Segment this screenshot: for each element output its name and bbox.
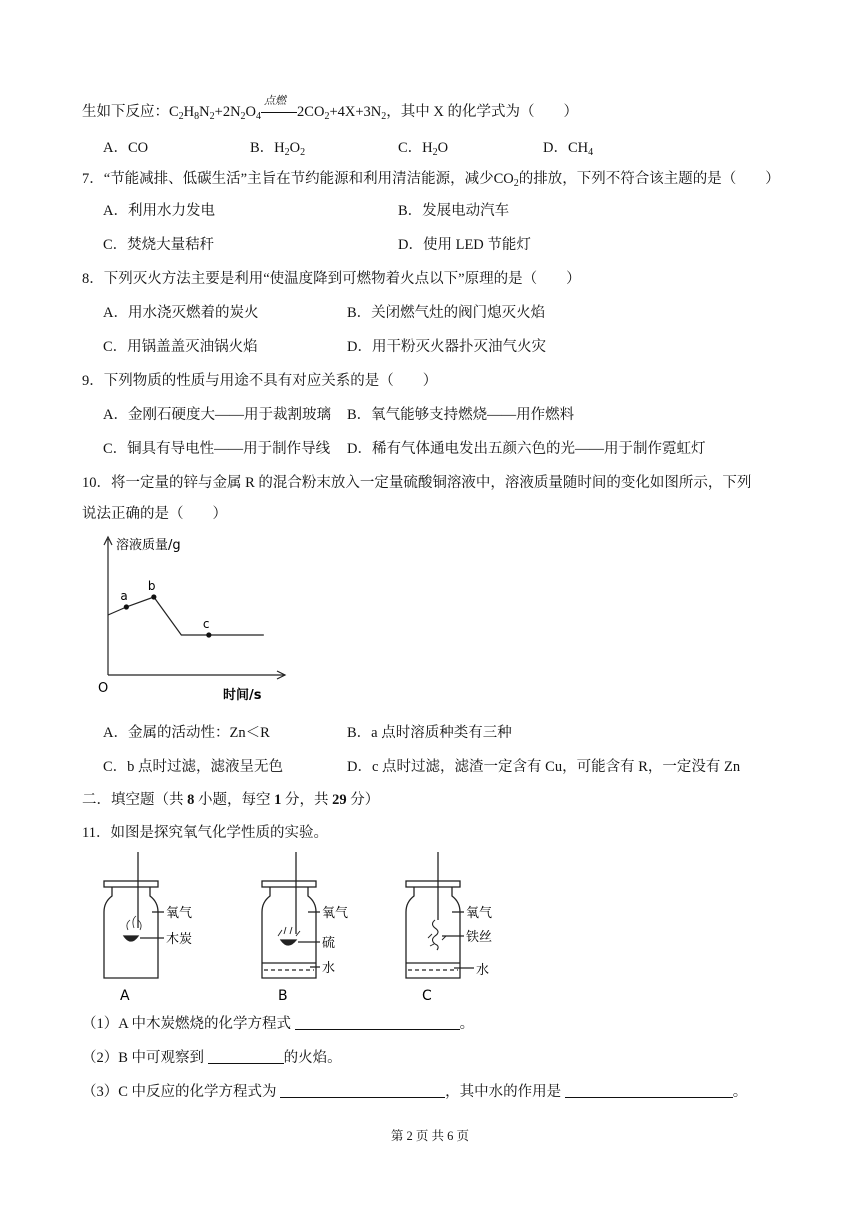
q10-option-c: C．b 点时过滤，滤液呈无色 (103, 759, 284, 775)
q7-option-c: C．焚烧大量秸秆 (103, 237, 215, 253)
q7-option-d: D．使用 LED 节能灯 (398, 237, 531, 253)
jar-c (406, 852, 474, 978)
q9-option-a: A．金刚石硬度大——用于裁割玻璃 (103, 407, 331, 423)
series-line (108, 597, 264, 635)
label-a-oxygen: 氧气 (166, 906, 193, 921)
q10-option-b: B．a 点时溶质种类有三种 (347, 725, 512, 741)
q9-stem: 9．下列物质的性质与用途不具有对应关系的是（ ） (82, 373, 438, 389)
label-a-charcoal: 木炭 (166, 932, 193, 947)
answer-blank-3[interactable] (280, 1083, 445, 1098)
answer-blank-2[interactable] (208, 1049, 284, 1064)
label-c-iron-wire: 铁丝 (466, 930, 493, 945)
answer-blank-4[interactable] (565, 1083, 733, 1098)
q8-option-b: B．关闭燃气灶的阀门熄灭火焰 (347, 305, 546, 321)
q11-sub1: （1）A 中木炭燃烧的化学方程式 。 (82, 1016, 475, 1032)
label-b-sulfur: 硫 (322, 936, 336, 951)
answer-blank-1[interactable] (295, 1015, 460, 1030)
q9-option-d: D．稀有气体通电发出五颜六色的光——用于制作霓虹灯 (347, 441, 706, 457)
q11-apparatus-figure (92, 850, 512, 1005)
q11-sub2: （2）B 中可观察到 的火焰。 (82, 1050, 342, 1066)
q7-option-b: B．发展电动汽车 (398, 203, 510, 219)
data-label-c: c (202, 617, 210, 631)
q6-option-d: D．$CH_4$ (543, 140, 594, 158)
y-axis-label: 溶液质量/g (116, 538, 181, 553)
q10-option-d: D．c 点时过滤，滤渣一定含有 Cu，可能含有 R，一定没有 Zn (347, 759, 741, 775)
reaction-arrow: 点燃 (261, 107, 297, 119)
q8-option-d: D．用干粉灭火器扑灭油气火灾 (347, 339, 546, 355)
q8-option-c: C．用锅盖盖灭油锅火焰 (103, 339, 258, 355)
section-heading: 二．填空题（共 8 小题，每空 1 分，共 29 分） (82, 792, 380, 808)
data-label-b: b (147, 579, 156, 593)
q8-option-a: A．用水浇灭燃着的炭火 (103, 305, 259, 321)
q10-stem-line2: 说法正确的是（ ） (82, 506, 227, 522)
q6-option-a: A．CO (103, 140, 149, 156)
q8-stem: 8．下列灭火方法主要是利用“使温度降到可燃物着火点以下”原理的是（ ） (82, 271, 581, 287)
q10-option-a: A．金属的活动性：Zn＜R (103, 725, 270, 741)
q10-stem-line1: 10．将一定量的锌与金属 R 的混合粉末放入一定量硫酸铜溶液中，溶液质量随时间的变化如图所示，下列 (82, 475, 752, 491)
label-c-water: 水 (476, 963, 490, 978)
origin-label: O (98, 681, 109, 696)
q9-option-b: B．氧气能够支持燃烧——用作燃料 (347, 407, 575, 423)
q6-option-b: B．$H_2O_2$ (250, 140, 306, 158)
q7-option-a: A．利用水力发电 (103, 203, 215, 219)
label-b-water: 水 (322, 961, 336, 976)
q11-stem: 11．如图是探究氧气化学性质的实验。 (82, 825, 328, 841)
data-label-a: a (120, 589, 128, 603)
data-point-b (151, 594, 156, 599)
figure-label-c: C (422, 988, 432, 1004)
label-b-oxygen: 氧气 (322, 906, 349, 921)
jar-a (104, 852, 164, 978)
q6-stem: 生如下反应：$C_2H_8N_2+2N_2O_4$ 点燃 $2CO_2+4X+3N_2$，其中 X 的化学式为（ ） (82, 93, 578, 122)
q10-line-chart (88, 535, 318, 715)
page-footer: 第 2 页 共 6 页 (390, 1129, 470, 1143)
q11-sub3: （3）C 中反应的化学方程式为 ，其中水的作用是 。 (82, 1084, 748, 1100)
label-c-oxygen: 氧气 (466, 906, 493, 921)
data-point-c (206, 632, 211, 637)
q6-option-c: C．$H_2O$ (398, 140, 449, 158)
q9-option-c: C．铜具有导电性——用于制作导线 (103, 441, 331, 457)
q7-stem: 7．“节能减排、低碳生活”主旨在节约能源和利用清洁能源，减少$CO_2$的排放，下列不符合该主题的是（ ） (82, 171, 780, 189)
figure-label-a: A (120, 988, 130, 1004)
x-axis-label: 时间/s (223, 688, 262, 703)
jar-b (262, 852, 320, 978)
data-point-a (124, 604, 129, 609)
figure-label-b: B (278, 988, 288, 1004)
